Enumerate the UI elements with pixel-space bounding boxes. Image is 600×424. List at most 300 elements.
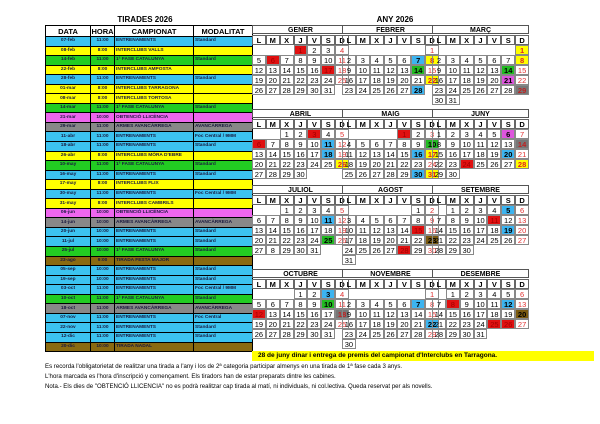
cell-time: 11:00 [91, 332, 115, 342]
empty-day [411, 289, 425, 299]
empty-day [384, 205, 398, 215]
header-hora: HORA [91, 26, 114, 36]
month-name: AGOST [342, 185, 439, 194]
cell-modality: Standard [194, 323, 253, 333]
calendar-day: 1 [294, 289, 308, 299]
calendar-day: 21 [266, 159, 280, 169]
calendar-day: 3 [446, 55, 460, 65]
weekday-header: X [460, 279, 474, 289]
cell-date: 03-oct [46, 285, 91, 295]
calendar-day: 24 [321, 319, 335, 329]
calendar-day: 1 [432, 129, 446, 139]
calendar-day: 2 [460, 289, 474, 299]
calendar-day: 11 [335, 299, 349, 309]
calendar-day: 23 [342, 85, 356, 95]
cell-time: 11:00 [91, 37, 115, 47]
weekday-header: X [460, 119, 474, 129]
cell-modality: Standard [194, 294, 253, 304]
cell-modality: Standard [194, 237, 253, 247]
schedule-row [46, 332, 253, 342]
weekday-header: V [397, 119, 411, 129]
cell-event: 1ª FASE CATALUNYA [115, 247, 194, 257]
calendar-day: 22 [425, 75, 439, 85]
cell-event: INTERCLUBS MÓRA D'EBRE [115, 151, 194, 161]
calendar-day: 21 [411, 319, 425, 329]
calendar-day: 14 [411, 309, 425, 319]
cell-date: 29-mar [46, 122, 91, 132]
cell-event: ENTRENAMENTS [115, 237, 194, 247]
cell-time: 10:00 [91, 237, 115, 247]
calendar-day: 17 [307, 225, 321, 235]
schedule-row [46, 122, 253, 132]
weekday-header: V [307, 119, 321, 129]
calendar-day: 16 [425, 225, 439, 235]
calendar-day: 19 [501, 309, 515, 319]
schedule-row [46, 256, 253, 266]
weekday-header: L [252, 279, 266, 289]
calendar-day: 4 [335, 289, 349, 299]
schedule-row [46, 218, 253, 228]
calendar-day: 18 [321, 225, 335, 235]
calendar-day: 31 [474, 329, 488, 339]
weekday-header: X [280, 119, 294, 129]
calendar-day: 21 [266, 235, 280, 245]
calendar-day: 20 [252, 235, 266, 245]
calendar-day: 31 [307, 245, 321, 255]
calendar-day: 17 [474, 309, 488, 319]
cell-event: ARMES AVANCÀRREGA [115, 304, 194, 314]
calendar-day: 1 [294, 45, 308, 55]
cell-modality: Standard [194, 161, 253, 171]
header-data: DATA [46, 26, 91, 37]
cell-modality: Standard [194, 266, 253, 276]
cell-date: 28-feb [46, 75, 91, 85]
schedule-row [46, 323, 253, 333]
calendar-day: 6 [266, 299, 280, 309]
calendar-day: 29 [446, 329, 460, 339]
calendar-day: 3 [425, 129, 439, 139]
calendar-day: 19 [474, 75, 488, 85]
weekday-header: S [501, 195, 515, 205]
cell-time: 10:00 [91, 208, 115, 218]
weekday-header: S [321, 35, 335, 45]
calendar-day: 30 [294, 245, 308, 255]
notes [45, 362, 432, 392]
calendar-day: 19 [370, 235, 384, 245]
calendar-day: 14 [397, 225, 411, 235]
calendar-day: 23 [307, 75, 321, 85]
empty-day [411, 45, 425, 55]
month-calendar [432, 109, 529, 179]
month-name: GENER [252, 25, 349, 34]
calendar-day: 25 [474, 159, 488, 169]
calendar-day: 27 [384, 245, 398, 255]
calendar-day: 3 [474, 205, 488, 215]
calendar-day: 6 [370, 139, 384, 149]
calendar-day: 26 [501, 319, 515, 329]
weekday-header: J [384, 119, 398, 129]
weekday-header: S [321, 195, 335, 205]
calendar-day: 2 [460, 205, 474, 215]
cell-date: 17-may [46, 180, 91, 190]
schedule-row [46, 247, 253, 257]
calendar-day: 19 [501, 225, 515, 235]
schedule-row [46, 37, 253, 47]
calendar-day: 11 [321, 139, 335, 149]
cell-time: 11:00 [91, 103, 115, 113]
calendar-day: 6 [384, 215, 398, 225]
cell-event: ENTRENAMENTS [115, 170, 194, 180]
weekday-header: X [280, 279, 294, 289]
cell-date: 22-feb [46, 65, 91, 75]
calendar-day: 24 [446, 85, 460, 95]
calendar-day: 24 [356, 329, 370, 339]
calendar-day: 28 [432, 245, 446, 255]
calendar-day: 2 [411, 129, 425, 139]
calendar-day: 13 [397, 65, 411, 75]
calendar-day: 6 [252, 139, 266, 149]
weekday-header: L [342, 35, 356, 45]
empty-day [384, 129, 398, 139]
calendar-day: 4 [321, 129, 335, 139]
empty-day [252, 289, 266, 299]
calendar-day: 22 [280, 159, 294, 169]
calendar-day: 30 [460, 329, 474, 339]
calendar-day: 2 [342, 299, 356, 309]
cell-time: 8:00 [91, 94, 115, 104]
calendar-day: 13 [487, 65, 501, 75]
month-calendar [342, 185, 439, 265]
calendar-day: 29 [411, 245, 425, 255]
empty-day [384, 45, 398, 55]
weekday-header: J [384, 279, 398, 289]
calendar-day: 7 [266, 215, 280, 225]
calendar-day: 10 [425, 139, 439, 149]
empty-day [384, 289, 398, 299]
calendar-day: 10 [307, 215, 321, 225]
calendar-day: 8 [446, 215, 460, 225]
calendar-day: 27 [487, 85, 501, 95]
month-name: SETEMBRE [432, 185, 529, 194]
calendar-day: 26 [356, 169, 370, 179]
calendar-day: 25 [342, 169, 356, 179]
empty-day [397, 45, 411, 55]
cell-event: OBTENCIÓ LLICÈNCIA [115, 113, 194, 123]
calendar-day: 21 [411, 75, 425, 85]
calendar-day: 17 [321, 65, 335, 75]
calendar-day: 21 [501, 75, 515, 85]
calendar-day: 1 [411, 205, 425, 215]
calendar-day: 11 [474, 139, 488, 149]
calendar-day: 16 [342, 75, 356, 85]
calendar-day: 12 [356, 149, 370, 159]
calendar-day: 14 [266, 225, 280, 235]
cell-date: 21-mar [46, 113, 91, 123]
calendar-day: 14 [266, 149, 280, 159]
calendar-day: 17 [425, 149, 439, 159]
calendar-day: 14 [515, 139, 529, 149]
calendar-day: 18 [474, 149, 488, 159]
month-calendar [252, 185, 349, 255]
weekday-header: D [515, 119, 529, 129]
calendar-day: 25 [335, 75, 349, 85]
empty-day [266, 289, 280, 299]
weekday-header: L [432, 35, 446, 45]
calendar-day: 9 [294, 139, 308, 149]
calendar-day: 28 [411, 329, 425, 339]
calendar-day: 28 [280, 329, 294, 339]
calendar-day: 6 [252, 215, 266, 225]
cell-date: 14-jun [46, 218, 91, 228]
weekday-header: V [487, 195, 501, 205]
calendar-day: 17 [321, 309, 335, 319]
calendar-day: 24 [342, 245, 356, 255]
empty-day [356, 205, 370, 215]
cell-date: 14-mar [46, 103, 91, 113]
calendar-day: 14 [280, 65, 294, 75]
month-calendar [252, 25, 349, 95]
calendar-day: 21 [432, 319, 446, 329]
calendar-day: 13 [266, 309, 280, 319]
calendar-day: 12 [487, 139, 501, 149]
calendar-day: 22 [294, 75, 308, 85]
calendar-day: 23 [342, 329, 356, 339]
calendar-day: 5 [501, 289, 515, 299]
calendar-day: 15 [432, 149, 446, 159]
cell-event: ARMES AVANCÀRREGA [115, 122, 194, 132]
weekday-header: J [384, 35, 398, 45]
calendar-day: 22 [425, 319, 439, 329]
calendar-day: 8 [446, 299, 460, 309]
cell-event: 1ª FASE CATALUNYA [115, 294, 194, 304]
weekday-header: S [501, 119, 515, 129]
calendar-day: 14 [384, 149, 398, 159]
calendar-day: 1 [280, 129, 294, 139]
calendar-day: 13 [384, 225, 398, 235]
cell-event: ENTRENAMENTS [115, 266, 194, 276]
calendar-day: 27 [397, 85, 411, 95]
calendar-day: 4 [487, 205, 501, 215]
weekday-header: L [252, 35, 266, 45]
cell-date: 14-feb [46, 56, 91, 66]
cell-date: 23-ago [46, 256, 91, 266]
cell-modality: Standard [194, 56, 253, 66]
calendar-day: 22 [446, 319, 460, 329]
calendar-day: 13 [252, 149, 266, 159]
calendar-day: 27 [252, 245, 266, 255]
calendar-day: 27 [397, 329, 411, 339]
empty-day [252, 205, 266, 215]
weekday-header: V [307, 35, 321, 45]
cell-time: 11:00 [91, 323, 115, 333]
cell-event: INTERCLUBS TARRAGONA [115, 84, 194, 94]
cell-event: ENTRENAMENTS [115, 37, 194, 47]
calendar-day: 11 [487, 299, 501, 309]
calendar-day: 26 [501, 235, 515, 245]
calendar-day: 20 [266, 75, 280, 85]
calendar-day: 23 [432, 85, 446, 95]
cell-date: 11-jul [46, 237, 91, 247]
calendar-day: 4 [474, 129, 488, 139]
calendar-day: 4 [460, 55, 474, 65]
weekday-header: L [252, 119, 266, 129]
cell-modality: Standard [194, 142, 253, 152]
calendar-day: 16 [294, 149, 308, 159]
calendar-day: 14 [432, 309, 446, 319]
month-name: JUNY [432, 109, 529, 118]
calendar-day: 3 [307, 205, 321, 215]
cell-modality: Standard [194, 227, 253, 237]
calendar-day: 3 [342, 215, 356, 225]
cell-modality: Standard [194, 75, 253, 85]
calendar-day: 23 [460, 319, 474, 329]
cell-modality: Standard [194, 247, 253, 257]
calendar-day: 19 [252, 319, 266, 329]
award-notice: 28 de juny dinar i entrega de premis del campionat d'Interclubs en Tarragona. [252, 351, 594, 361]
weekday-header: M [356, 35, 370, 45]
weekday-header: V [397, 279, 411, 289]
weekday-header: M [446, 279, 460, 289]
cell-date: 20-jun [46, 227, 91, 237]
calendar-day: 24 [356, 85, 370, 95]
weekday-header: X [280, 35, 294, 45]
calendar-day: 26 [335, 159, 349, 169]
calendar-day: 8 [266, 245, 280, 255]
calendar-day: 16 [460, 309, 474, 319]
cell-event: ENTRENAMENTS [115, 189, 194, 199]
cell-event: INTERCLUBS VALLS [115, 46, 194, 56]
calendar-day: 9 [307, 55, 321, 65]
cell-date: 07-feb [46, 37, 91, 47]
cell-date: 26-abr [46, 151, 91, 161]
calendar-day: 7 [432, 299, 446, 309]
calendar-day: 19 [487, 149, 501, 159]
note-line: L'hora marcada es l'hora d'inscripció y començament. Els tiradors han de estar preparats dintre les cabines. [45, 373, 336, 380]
cell-date: 10-may [46, 161, 91, 171]
calendar-day: 11 [342, 149, 356, 159]
calendar-day: 22 [515, 75, 529, 85]
schedule-row [46, 275, 253, 285]
calendar-day: 18 [487, 225, 501, 235]
weekday-header: M [356, 279, 370, 289]
calendar-day: 15 [446, 309, 460, 319]
cell-time: 11:00 [91, 170, 115, 180]
calendar-day: 20 [487, 75, 501, 85]
cell-time: 11:00 [91, 294, 115, 304]
weekday-header: M [266, 35, 280, 45]
empty-day [370, 205, 384, 215]
weekday-header: M [266, 195, 280, 205]
calendar-day: 15 [515, 65, 529, 75]
calendar-day: 23 [411, 159, 425, 169]
cell-event: TIRADA FESTA MAJOR [115, 256, 194, 266]
calendar-day: 11 [356, 225, 370, 235]
calendar-day: 5 [335, 205, 349, 215]
calendar-day: 25 [321, 159, 335, 169]
calendar-day: 24 [474, 319, 488, 329]
empty-day [487, 45, 501, 55]
calendar-day: 8 [425, 299, 439, 309]
month-name: DESEMBRE [432, 269, 529, 278]
calendar-day: 1 [425, 45, 439, 55]
calendar-day: 26 [384, 85, 398, 95]
cell-modality [194, 46, 253, 56]
calendar-day: 20 [515, 309, 529, 319]
calendar-day: 5 [474, 55, 488, 65]
cell-date: 20-dic [46, 342, 91, 352]
calendar-day: 1 [446, 289, 460, 299]
month-calendar [252, 269, 349, 339]
cell-date: 05-sep [46, 266, 91, 276]
cell-date: 19-sep [46, 275, 91, 285]
calendar-day: 13 [252, 225, 266, 235]
calendar-day: 7 [280, 299, 294, 309]
calendar-day: 2 [432, 55, 446, 65]
calendar-day: 11 [487, 215, 501, 225]
month-name: JULIOL [252, 185, 349, 194]
calendar-day: 19 [252, 75, 266, 85]
calendar-day: 20 [501, 149, 515, 159]
cell-time: 8:00 [91, 46, 115, 56]
calendar-day: 9 [411, 139, 425, 149]
cell-event: ENTRENAMENTS [115, 323, 194, 333]
empty-day [280, 289, 294, 299]
empty-day [266, 45, 280, 55]
weekday-header: D [425, 119, 439, 129]
calendar-day: 7 [411, 299, 425, 309]
calendar-day: 7 [432, 215, 446, 225]
calendar-day: 22 [294, 319, 308, 329]
calendar-day: 11 [370, 65, 384, 75]
cell-event: INTERCLUBS TORTOSA [115, 94, 194, 104]
weekday-header: V [397, 35, 411, 45]
calendar-day: 2 [294, 129, 308, 139]
calendar-day: 17 [446, 75, 460, 85]
cell-modality [194, 151, 253, 161]
calendar-day: 30 [411, 169, 425, 179]
weekday-header: S [321, 119, 335, 129]
month-name: FEBRER [342, 25, 439, 34]
header-modalitat: MODALITAT [194, 26, 253, 37]
calendar-day: 14 [432, 225, 446, 235]
cell-date: 08-feb [46, 46, 91, 56]
schedule-row [46, 304, 253, 314]
calendar-day: 29 [425, 329, 439, 339]
calendar-day: 11 [335, 55, 349, 65]
calendar-day: 26 [370, 245, 384, 255]
weekday-header: M [446, 195, 460, 205]
cell-event: 1ª FASE CATALUNYA [115, 103, 194, 113]
calendar-day: 1 [425, 289, 439, 299]
month-name: NOVEMBRE [342, 269, 439, 278]
cell-modality [194, 84, 253, 94]
cell-time: 11:00 [91, 75, 115, 85]
calendar-day: 29 [397, 169, 411, 179]
calendar-day: 25 [335, 319, 349, 329]
calendar-day: 12 [335, 139, 349, 149]
cell-modality [194, 208, 253, 218]
calendar-day: 2 [446, 129, 460, 139]
calendar-day: 12 [474, 65, 488, 75]
cell-event: TIRADA NADAL [115, 342, 194, 352]
calendar-day: 27 [252, 169, 266, 179]
weekday-header: D [425, 195, 439, 205]
calendar-day: 17 [342, 235, 356, 245]
calendar-day: 2 [342, 55, 356, 65]
calendar-day: 15 [294, 65, 308, 75]
cell-modality [194, 199, 253, 209]
calendar-day: 3 [356, 299, 370, 309]
